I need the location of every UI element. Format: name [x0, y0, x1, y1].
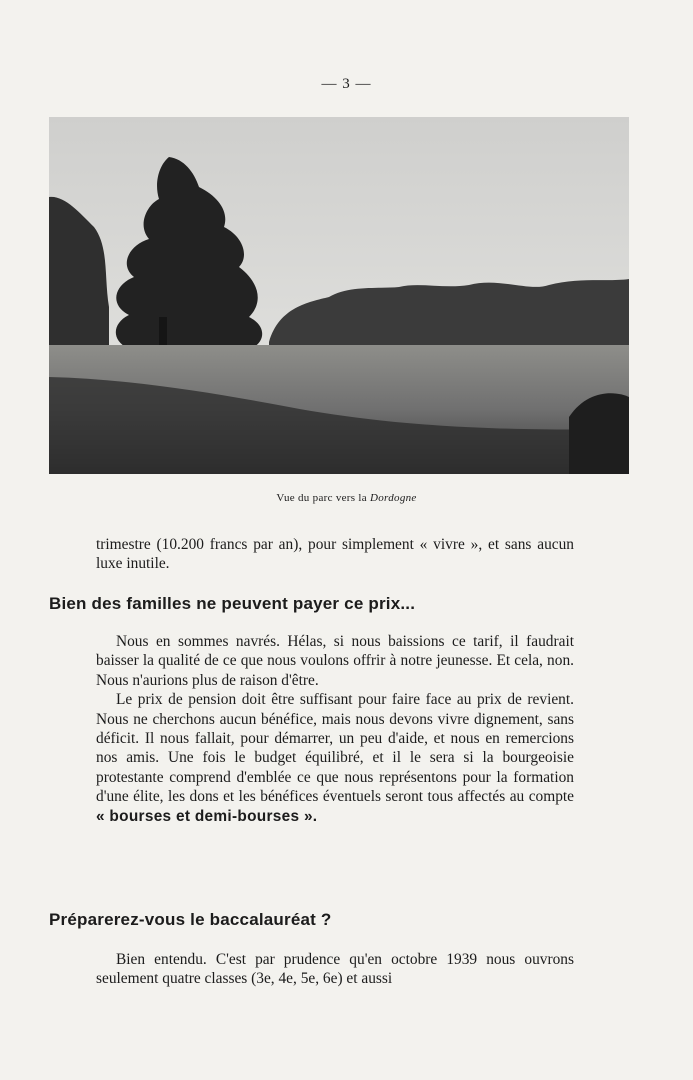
- paragraph: Bien entendu. C'est par prudence qu'en octobre 1939 nous ouvrons seulement quatre classes (3e, 4e, 5e, 6e) et aussi: [96, 951, 574, 988]
- caption-place: Dordogne: [370, 492, 417, 504]
- paragraph: [96, 690, 574, 826]
- section-heading-baccalaureat: Préparerez-vous le baccalauréat ?: [49, 910, 332, 929]
- section-body-baccalaureat: [96, 950, 574, 989]
- park-photo: [49, 117, 629, 474]
- section-heading-prix: Bien des familles ne peuvent payer ce prix...: [49, 594, 416, 613]
- section-body-prix: [96, 632, 574, 826]
- lead-paragraph: trimestre (10.200 francs par an), pour simplement « vivre », et sans aucun luxe inutile.: [96, 536, 574, 573]
- paragraph: Nous en sommes navrés. Hélas, si nous baissions ce tarif, il faudrait baisser la qualité de ce que nous voulons offrir à notre jeunesse. Et cela, non. Nous n'aurions plus de raison d'être.: [96, 633, 574, 689]
- photo-caption: [0, 492, 693, 504]
- caption-text: Vue du parc vers la: [276, 492, 367, 504]
- page-number: — 3 —: [321, 76, 372, 92]
- emphasis-bourses: « bourses et demi-bourses ».: [96, 807, 318, 825]
- paragraph-text: Le prix de pension doit être suffisant pour faire face au prix de revient. Nous ne cherchons aucun bénéfice, mais nous devons vivre dignement, sans déficit. Il nous fallait, pour démarrer, un peu d'aide, et nous en remercions nos amis. Une fois le budget équilibré, et il le sera si la bourgeoisie protestante comprend d'emblée ce que nous représentons pour la formation d'une élite, les dons et les bénéfices éventuels seront tous affectés au compte: [96, 691, 574, 806]
